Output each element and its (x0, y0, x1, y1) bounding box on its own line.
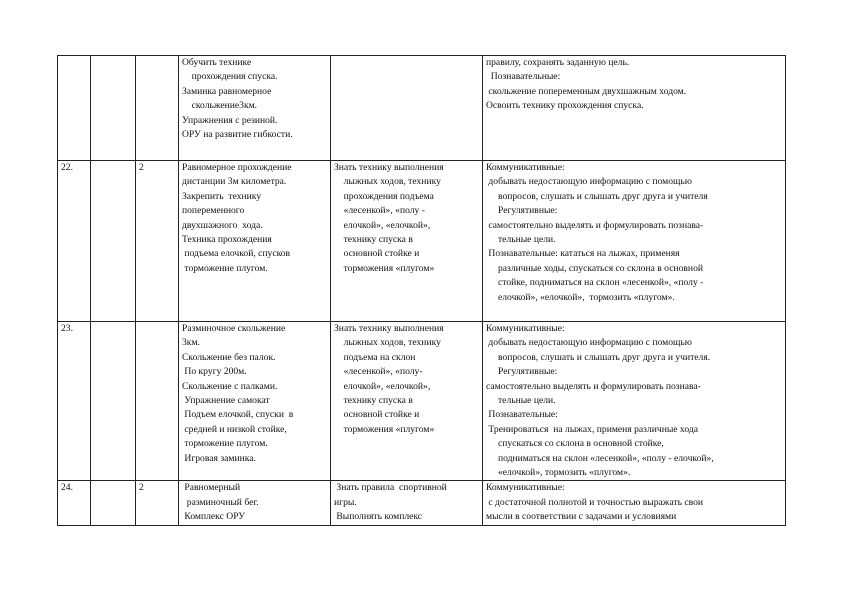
content-line: Подъем елочкой, спуски в (182, 409, 294, 421)
knowledge-line: елочкой», «елочкой», (334, 219, 431, 231)
uud-line: спускаться со склона в основной стойке, (486, 438, 664, 450)
uud-line: правилу, сохранять заданную цель. (486, 57, 630, 68)
knowledge-line: подъема на склон (334, 351, 416, 363)
knowledge-line: основной стойке и (334, 248, 420, 260)
content-line: ОРУ на развитие гибкости. (182, 129, 293, 141)
uud-line: «елочкой», тормозить «плугом». (486, 467, 631, 479)
table-row (58, 56, 786, 161)
knowledge-line: елочкой», «елочкой», (334, 380, 431, 392)
knowledge-line: прохождения подъема (334, 190, 434, 202)
lesson-number-cell: 22. (58, 161, 91, 322)
knowledge-cell (331, 322, 483, 481)
hours-cell: 2 (136, 481, 179, 525)
lesson-content-cell (179, 322, 331, 481)
content-line: двухшажного хода. (182, 219, 263, 231)
empty-cell (91, 322, 136, 481)
uud-line: Коммуникативные: (486, 162, 565, 173)
table-body (58, 56, 786, 526)
uud-line: добывать недостающую информацию с помощью (486, 337, 692, 349)
content-line: Скольжение без палок. (182, 351, 276, 363)
content-line: средней и низкой стойке, (182, 423, 287, 435)
uud-line: самостоятельно выделять и формулировать познава- (486, 219, 704, 231)
lesson-number-cell: 24. (58, 481, 91, 525)
lesson-content-cell (179, 161, 331, 322)
knowledge-line: технику спуска в (334, 395, 413, 407)
lesson-content-cell (179, 56, 331, 161)
uud-line: Познавательные: кататься на лыжах, применяя (486, 248, 680, 260)
table-row (58, 161, 786, 322)
uud-line: Регулятивные: (486, 205, 558, 217)
uud-line: Познавательные: (486, 71, 561, 83)
knowledge-line: лыжных ходов, технику (334, 176, 441, 188)
content-line: Техника прохождения (182, 234, 272, 246)
knowledge-line: технику спуска в (334, 234, 413, 246)
content-line: Равномерное прохождение (182, 162, 292, 173)
knowledge-line: Знать технику выполнения (334, 162, 444, 173)
content-line: Скольжение с палками. (182, 380, 278, 392)
uud-line: с достаточной полнотой и точностью выражать свои (486, 496, 704, 508)
content-line: разминочный бег. (182, 496, 259, 508)
learning-activities-cell (483, 481, 786, 525)
knowledge-line: «лесенкой», «полу- (334, 366, 423, 378)
content-line: Комплекс ОРУ (182, 511, 246, 523)
knowledge-line: «лесенкой», «полу - (334, 205, 425, 217)
uud-line: Тренироваться на лыжах, применя различные хода (486, 423, 699, 435)
uud-line: самостоятельно выделять и формулировать познава- (486, 380, 701, 392)
hours-cell (136, 56, 179, 161)
uud-line: Освоить технику прохождения спуска. (486, 100, 644, 112)
knowledge-line: Знать правила спортивной (334, 482, 447, 494)
hours-cell: 2 (136, 161, 179, 322)
content-line: прохождения спуска. (182, 71, 278, 83)
learning-activities-cell (483, 161, 786, 322)
lesson-number-cell (58, 56, 91, 161)
uud-line: елочкой», «елочкой», тормозить «плугом». (486, 291, 675, 303)
uud-line: мысли в соответствии с задачами и условиями (486, 511, 677, 523)
content-line: Разминочное скольжение (182, 323, 286, 334)
learning-activities-cell (483, 322, 786, 481)
knowledge-line: игры. (334, 496, 357, 508)
content-line: Упражнения с резиной. (182, 114, 278, 126)
knowledge-line: основной стойке и (334, 409, 420, 421)
empty-cell (91, 161, 136, 322)
content-line: попеременного (182, 205, 245, 217)
content-line: Обучить технике (182, 57, 252, 68)
empty-cell (91, 481, 136, 525)
knowledge-line: торможения «плугом» (334, 262, 435, 274)
empty-cell (91, 56, 136, 161)
knowledge-cell (331, 56, 483, 161)
uud-line: добывать недостающую информацию с помощью (486, 176, 692, 188)
content-line: скольжение3км. (182, 100, 258, 112)
uud-line: Коммуникативные: (486, 323, 565, 334)
content-line: По кругу 200м. (182, 366, 247, 378)
uud-line: стойке, подниматься на склон «лесенкой», «полу - (486, 277, 704, 289)
uud-line: скольжение попеременным двухшажным ходом. (486, 85, 687, 97)
lesson-number-cell: 23. (58, 322, 91, 481)
content-line: Закрепить технику (182, 190, 262, 202)
uud-line: вопросов, слушать и слышать друг друга и учителя. (486, 351, 711, 363)
hours-cell (136, 322, 179, 481)
uud-line: Коммуникативные: (486, 482, 565, 494)
content-line: Упражнение самокат (182, 395, 270, 407)
content-line: Заминка равномерное (182, 85, 272, 97)
content-line: дистанции 3м километра. (182, 176, 287, 188)
content-line: 3км. (182, 337, 200, 349)
knowledge-line: лыжных ходов, технику (334, 337, 441, 349)
knowledge-line: Знать технику выполнения (334, 323, 444, 334)
uud-line: Регулятивные: (486, 366, 558, 378)
learning-activities-cell (483, 56, 786, 161)
knowledge-line: Выполнять комплекс (334, 511, 423, 523)
knowledge-line: торможения «плугом» (334, 423, 435, 435)
content-line: торможение плугом. (182, 262, 268, 274)
uud-line: различные ходы, спускаться со склона в основной (486, 262, 704, 274)
uud-line: Познавательные: (486, 409, 558, 421)
content-line: Равномерный (182, 482, 241, 494)
uud-line: тельные цели. (486, 234, 556, 246)
table-row (58, 322, 786, 481)
content-line: торможение плугом. (182, 438, 268, 450)
content-line: подъема елочкой, спусков (182, 248, 291, 260)
lesson-content-cell (179, 481, 331, 525)
content-line: Игровая заминка. (182, 452, 256, 464)
uud-line: подниматься на склон «лесенкой», «полу - елочкой», (486, 452, 714, 464)
uud-line: тельные цели. (486, 395, 556, 407)
uud-line: вопросов, слушать и слышать друг друга и учителя (486, 190, 708, 202)
knowledge-cell (331, 481, 483, 525)
knowledge-cell (331, 161, 483, 322)
table-row (58, 481, 786, 525)
lesson-plan-table (57, 55, 786, 526)
